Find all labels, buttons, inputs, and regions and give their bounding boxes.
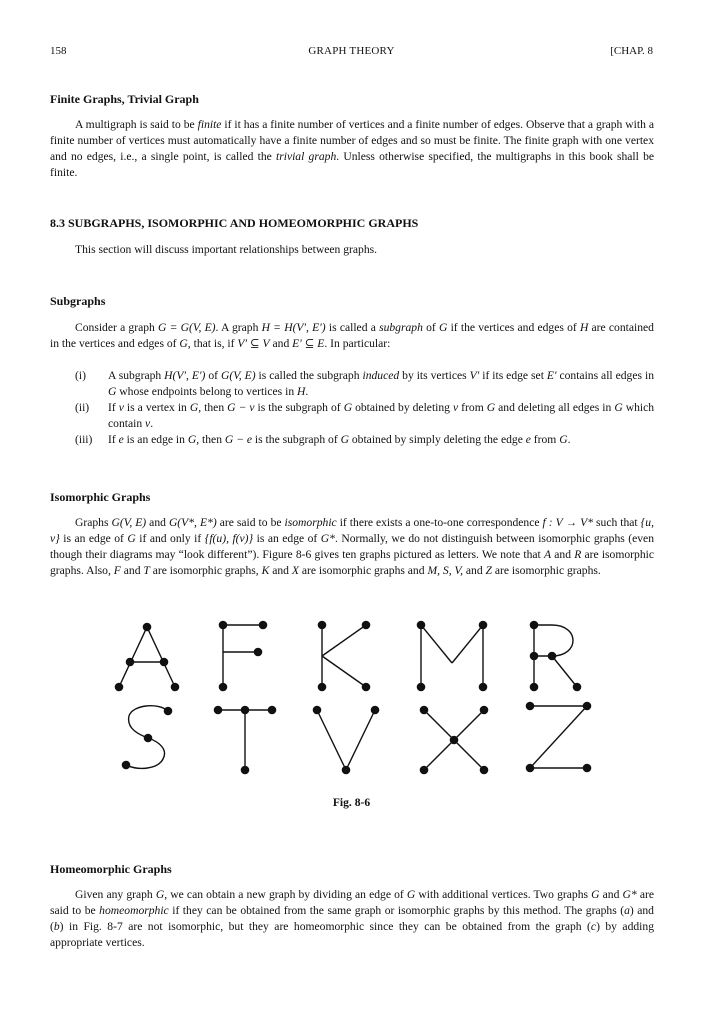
heading-subgraphs: Subgraphs — [50, 294, 106, 308]
text: is an edge of — [59, 531, 128, 545]
text: , that is, if — [187, 336, 238, 350]
term-trivial-graph: trivial graph — [275, 149, 337, 163]
text: . Unless otherwise specified, the multigraphs in this book shall be finite. — [50, 149, 655, 179]
math: v — [453, 400, 459, 414]
text: and — [269, 336, 293, 350]
math: A — [543, 547, 552, 561]
text: A multigraph is said to be — [75, 117, 198, 131]
math: G − v — [227, 400, 255, 414]
text: if the vertices and edges of — [447, 320, 580, 334]
text: if they can be obtained from the same graph or isomorphic graphs by this method. The graphs ( — [168, 903, 625, 917]
text: of — [205, 369, 221, 382]
graph-letter-s — [122, 706, 171, 769]
graph-letter-t — [214, 706, 275, 773]
text: . — [305, 384, 309, 398]
math: V′ — [469, 369, 480, 382]
graph-letter-v — [313, 706, 378, 773]
math: {f(u), f(v)} — [204, 531, 254, 545]
text: . — [150, 416, 154, 430]
math: H — [579, 320, 589, 334]
math: E′ ⊆ E — [292, 336, 325, 350]
text: if its edge set — [479, 369, 547, 382]
text: is an edge in — [123, 432, 188, 446]
text: and — [462, 563, 486, 577]
math: b — [53, 919, 60, 933]
graph-letter-z — [526, 702, 590, 771]
math: G — [438, 320, 448, 334]
math: G — [486, 400, 496, 414]
text: is called a — [325, 320, 380, 334]
section-homeomorphic — [50, 862, 654, 951]
math: X — [291, 563, 299, 577]
graph-letter-r — [530, 621, 580, 690]
math: G(V*, E*) — [168, 515, 217, 529]
math: G — [179, 336, 188, 350]
paragraph-homeomorphic — [50, 887, 654, 951]
math: G − e — [224, 432, 253, 446]
math: H(V′, E′) — [164, 369, 206, 382]
text: and — [269, 563, 292, 577]
math: E′ — [546, 369, 557, 382]
text: are isomorphic graphs and — [298, 563, 428, 577]
text: of — [422, 320, 439, 334]
graph-letter-x — [420, 706, 487, 773]
math: G — [340, 432, 349, 446]
chapter-label: [CHAP. 8 — [610, 45, 653, 57]
math: G — [127, 531, 136, 545]
text: from — [530, 432, 560, 446]
text: ) and ( — [50, 903, 654, 933]
text: are isomorphic graphs. Also, — [50, 547, 654, 577]
graph-letter-k — [318, 621, 369, 690]
math: G — [189, 400, 199, 414]
term-induced: induced — [362, 369, 400, 382]
list-number: (ii) — [75, 400, 90, 414]
text: whose endpoints belong to vertices in — [116, 384, 298, 398]
text: from — [458, 400, 487, 414]
math: V′ ⊆ V — [237, 336, 270, 350]
text: ) in Fig. 8-7 are not isomorphic, but they are homeomorphic since they can be obtained from the graph ( — [59, 919, 591, 933]
graph-letter-f — [219, 621, 266, 690]
term-isomorphic: isomorphic — [284, 515, 337, 529]
text: and — [551, 547, 575, 561]
text: contains all edges in — [556, 369, 654, 382]
heading-isomorphic: Isomorphic Graphs — [50, 490, 151, 504]
math: e — [118, 432, 124, 446]
text: , then — [196, 432, 225, 446]
text: is called the subgraph — [255, 369, 363, 382]
math: G — [406, 887, 416, 901]
text: is a vertex in — [123, 400, 190, 414]
text: and — [146, 515, 169, 529]
text: . In particular: — [324, 336, 391, 350]
text: and — [599, 887, 623, 901]
math: R — [574, 547, 582, 561]
text: if there exists a one-to-one correspondence — [336, 515, 543, 529]
text: Consider a graph — [75, 320, 159, 334]
math: G — [155, 887, 165, 901]
text: ) by adding appropriate vertices. — [50, 919, 654, 949]
math: G — [108, 384, 117, 398]
math: v — [118, 400, 124, 414]
math: G* — [622, 887, 637, 901]
math: G(V, E) — [111, 515, 147, 529]
math: a — [624, 903, 630, 917]
text: if and only if — [135, 531, 205, 545]
text: Graphs — [75, 515, 112, 529]
math: G(V, E) — [220, 369, 256, 382]
math: T — [143, 563, 150, 577]
math: G — [614, 400, 623, 414]
term-homeomorphic: homeomorphic — [99, 903, 169, 917]
text: are said to be — [50, 887, 654, 917]
math: H = H(V′, E′) — [261, 320, 326, 334]
text: is the subgraph of — [254, 400, 344, 414]
text: If — [108, 432, 119, 446]
math: K — [261, 563, 270, 577]
math: G — [559, 432, 568, 446]
text: Given any graph — [75, 887, 156, 901]
text: A subgraph — [108, 369, 165, 382]
text: is the subgraph of — [252, 432, 341, 446]
text: are contained in the vertices and edges of — [50, 320, 654, 350]
math: G = G(V, E) — [158, 320, 216, 334]
math: G — [187, 432, 197, 446]
math: c — [590, 919, 597, 933]
heading-finite-graphs: Finite Graphs, Trivial Graph — [50, 92, 199, 106]
text: , we can obtain a new graph by dividing an edge of — [164, 887, 407, 901]
text: and deleting all edges in — [495, 400, 615, 414]
paragraph-8-3: This section will discuss important relationships between graphs. — [75, 242, 378, 256]
text: , then — [198, 400, 228, 414]
text: are isomorphic graphs, — [149, 563, 262, 577]
graph-letter-a — [115, 623, 178, 690]
text: are said to be — [216, 515, 285, 529]
text: with additional vertices. Two graphs — [415, 887, 592, 901]
text: and — [120, 563, 144, 577]
math: Z — [485, 563, 492, 577]
text: . Normally, we do not distinguish between isomorphic graphs (even though their diagrams may “look different”). Figure 8-6 gives ten graphs pictured as letters. We note that — [50, 531, 654, 561]
text: which contain — [108, 400, 655, 430]
math: F — [113, 563, 121, 577]
figure-caption: Fig. 8-6 — [332, 796, 371, 809]
math: M, S, V, — [427, 563, 463, 577]
math: H — [297, 384, 306, 398]
math: e — [525, 432, 531, 446]
term-finite: finite — [197, 117, 222, 131]
running-title: GRAPH THEORY — [308, 45, 395, 57]
text: If — [108, 400, 119, 414]
text: if it has a finite number of vertices and a finite number of edges. Observe that a graph with a finite number of vertices must automatically have a finite number of edges and so must be finite. The finite graph with one vertex and no edges, i.e., a single point, is called the — [50, 117, 654, 163]
math: G — [343, 400, 353, 414]
text: by its vertices — [399, 369, 470, 382]
math: v — [145, 416, 151, 430]
math: G* — [320, 531, 335, 545]
math: G — [591, 887, 600, 901]
text: are isomorphic graphs. — [491, 563, 601, 577]
text: . A graph — [215, 320, 262, 334]
list-number: (i) — [75, 369, 86, 382]
heading-8-3: 8.3 SUBGRAPHS, ISOMORPHIC AND HOMEOMORPHIC GRAPHS — [50, 216, 419, 230]
term-subgraph: subgraph — [379, 320, 423, 334]
text: obtained by simply deleting the edge — [348, 432, 526, 446]
math: f : V → V* — [542, 515, 593, 529]
list-number: (iii) — [75, 432, 93, 446]
math: {u, v} — [50, 515, 655, 545]
text: obtained by deleting — [352, 400, 453, 414]
text: is an edge of — [253, 531, 321, 545]
text: such that — [593, 515, 641, 529]
graph-letter-m — [417, 621, 486, 690]
page-number: 158 — [50, 45, 67, 57]
text: . — [567, 432, 571, 446]
heading-homeomorphic: Homeomorphic Graphs — [50, 862, 172, 876]
